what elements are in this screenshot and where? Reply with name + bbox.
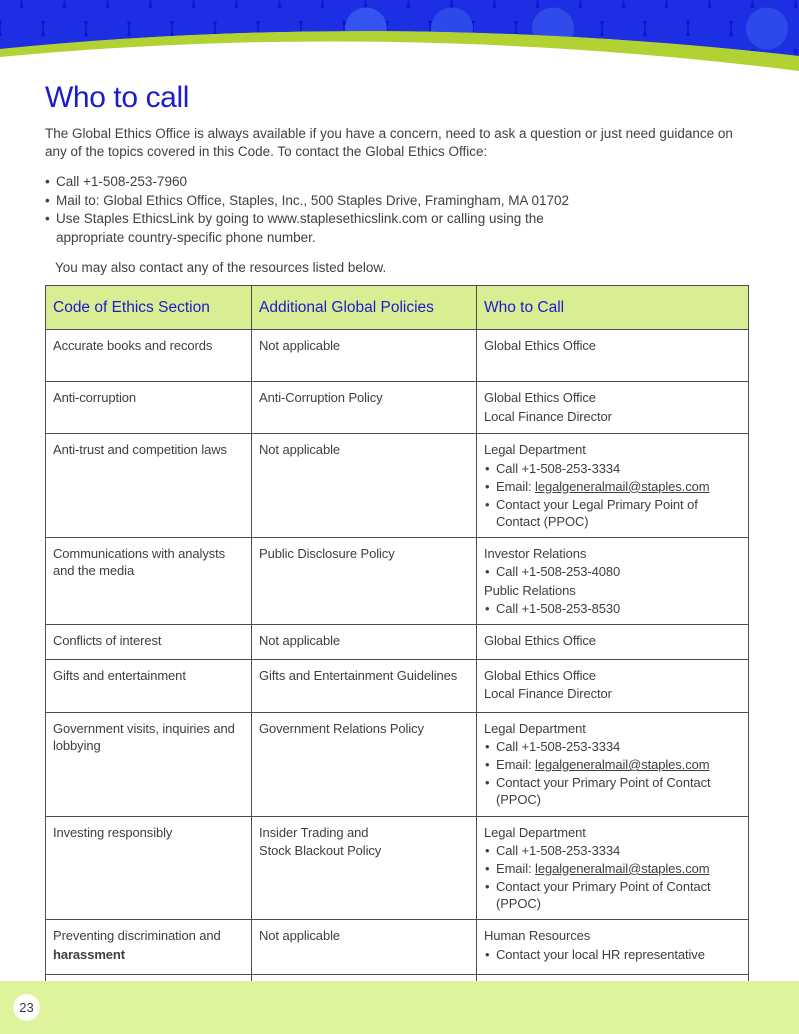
cell-text: Preventing discrimination and — [53, 928, 221, 944]
cell-text: Communications with analysts and the media — [53, 546, 226, 579]
cell-text: Government Relations Policy — [259, 720, 424, 736]
table-cell-section — [46, 712, 252, 816]
table-row — [46, 624, 749, 659]
intro-bullet-mail: • Mail to: Global Ethics Office, Staples, Inc., 500 Staples Drive, Framingham, MA 01702 — [45, 192, 597, 211]
cell-text: Email: — [496, 757, 536, 773]
table-header-row — [46, 286, 749, 330]
cell-text: Contact your Primary Point of Contact (PPOC) — [496, 879, 711, 912]
cell-text: Public Disclosure Policy — [259, 546, 395, 562]
cell-line — [484, 337, 744, 354]
cell-text: Email: — [496, 478, 536, 494]
cell-line — [259, 720, 472, 737]
cell-line — [259, 632, 472, 649]
table-row — [46, 816, 749, 920]
cell-line — [53, 720, 247, 754]
cell-text: Global Ethics Office — [484, 390, 596, 406]
cell-line — [259, 545, 472, 562]
cell-line — [484, 460, 744, 477]
table-cell-section — [46, 434, 252, 538]
page-number: 23 — [13, 994, 40, 1021]
cell-line — [53, 389, 247, 406]
table-cell-policies — [252, 712, 477, 816]
table-cell-contact — [477, 624, 749, 659]
table-row — [46, 659, 749, 712]
table-cell-section — [46, 624, 252, 659]
cell-line — [259, 824, 472, 841]
table-cell-policies — [252, 624, 477, 659]
cell-text: Email: — [496, 860, 536, 876]
table-cell-policies — [252, 330, 477, 382]
cell-text: Legal Department — [484, 720, 586, 736]
cell-text: Local Finance Director — [484, 685, 612, 701]
cell-line — [259, 441, 472, 458]
cell-line — [484, 496, 744, 530]
cell-line — [484, 738, 744, 755]
cell-line — [53, 441, 247, 458]
table-row — [46, 330, 749, 382]
cell-text: Legal Department — [484, 442, 586, 458]
cell-text: Contact your Primary Point of Contact (PPOC) — [496, 775, 711, 808]
intro-note: You may also contact any of the resources listed below. — [55, 260, 387, 276]
cell-line — [259, 667, 472, 684]
cell-text: Conflicts of interest — [53, 632, 162, 648]
cell-text: Local Finance Director — [484, 408, 612, 424]
cell-line — [53, 667, 247, 684]
table-cell-contact — [477, 816, 749, 920]
cell-line — [484, 878, 744, 912]
cell-text: Legal Department — [484, 824, 586, 840]
cell-text: Contact your Legal Primary Point of Contact (PPOC) — [496, 496, 698, 530]
email-link[interactable]: legalgeneralmail@staples.com — [535, 478, 710, 494]
cell-line — [484, 441, 744, 458]
cell-text: Insider Trading and — [259, 824, 369, 840]
table-cell-contact — [477, 659, 749, 712]
cell-line — [484, 545, 744, 562]
cell-line — [484, 478, 744, 495]
cell-text: Not applicable — [259, 338, 340, 354]
column-header-contact: Who to Call — [477, 286, 749, 330]
cell-text: Not applicable — [259, 442, 340, 458]
cell-line — [484, 632, 744, 649]
cell-line — [484, 408, 744, 425]
table-cell-section — [46, 920, 252, 975]
cell-line — [484, 720, 744, 737]
cell-text: Gifts and entertainment — [53, 667, 186, 683]
cell-text: Anti-corruption — [53, 390, 137, 406]
cell-line — [484, 756, 744, 773]
cell-text: Call +1-508-253-8530 — [496, 600, 621, 616]
cell-line — [259, 927, 472, 944]
cell-text: Gifts and Entertainment Guidelines — [259, 667, 458, 683]
header-banner — [0, 0, 799, 74]
cell-text: Human Resources — [484, 928, 591, 944]
email-link[interactable]: legalgeneralmail@staples.com — [535, 860, 710, 876]
cell-line — [484, 667, 744, 684]
resources-table-body — [46, 330, 749, 1027]
cell-line — [53, 927, 247, 944]
cell-line — [259, 389, 472, 406]
cell-line — [484, 600, 744, 617]
cell-text: Government visits, inquiries and lobbying — [53, 720, 235, 753]
cell-line — [484, 927, 744, 944]
table-cell-policies — [252, 538, 477, 625]
cell-line — [53, 337, 247, 354]
table-row — [46, 434, 749, 538]
cell-line — [53, 545, 247, 579]
cell-line — [484, 563, 744, 580]
column-header-policies: Additional Global Policies — [252, 286, 477, 330]
page-content — [0, 81, 799, 1027]
intro-paragraph: The Global Ethics Office is always available if you have a concern, need to ask a question or just need guidance on any of the topics covered in this Code. To contact the Global Ethics Office: — [45, 126, 733, 159]
cell-text: Investing responsibly — [53, 824, 173, 840]
cell-text: Global Ethics Office — [484, 338, 596, 354]
table-cell-contact — [477, 382, 749, 434]
cell-text: Call +1-508-253-4080 — [496, 564, 621, 580]
cell-text-bold: harassment — [53, 946, 125, 962]
cell-text: Call +1-508-253-3334 — [496, 842, 621, 858]
table-cell-contact — [477, 920, 749, 975]
email-link[interactable]: legalgeneralmail@staples.com — [535, 757, 710, 773]
table-cell-contact — [477, 330, 749, 382]
intro-bullet-phone: • Call +1-508-253-7960 — [45, 173, 597, 192]
table-cell-section — [46, 330, 252, 382]
table-cell-section — [46, 659, 252, 712]
table-cell-contact — [477, 538, 749, 625]
table-cell-contact — [477, 712, 749, 816]
cell-line — [484, 946, 744, 963]
cell-line — [53, 946, 247, 963]
table-row — [46, 712, 749, 816]
cell-text: Call +1-508-253-3334 — [496, 460, 621, 476]
cell-line — [484, 389, 744, 406]
cell-line — [53, 632, 247, 649]
table-row — [46, 382, 749, 434]
cell-text: Global Ethics Office — [484, 632, 596, 648]
cell-line — [484, 824, 744, 841]
cell-line — [484, 842, 744, 859]
cell-line — [484, 582, 744, 599]
cell-text: Investor Relations — [484, 546, 587, 562]
column-header-section: Code of Ethics Section — [46, 286, 252, 330]
cell-text: Public Relations — [484, 582, 576, 598]
table-cell-section — [46, 816, 252, 920]
table-cell-policies — [252, 920, 477, 975]
table-row — [46, 538, 749, 625]
table-cell-section — [46, 382, 252, 434]
table-cell-policies — [252, 434, 477, 538]
cell-text: Anti-Corruption Policy — [259, 390, 383, 406]
table-cell-policies — [252, 659, 477, 712]
intro-bullet-ethicslink: • Use Staples EthicsLink by going to www.staplesethicslink.com or calling using the appropriate country-specific phone number. — [45, 210, 597, 247]
table-cell-policies — [252, 382, 477, 434]
cell-line — [259, 842, 472, 859]
table-cell-section — [46, 538, 252, 625]
cell-text: Not applicable — [259, 632, 340, 648]
cell-text: Stock Blackout Policy — [259, 842, 382, 858]
cell-text: Contact your local HR representative — [496, 946, 705, 962]
cell-text: Call +1-508-253-3334 — [496, 738, 621, 754]
cell-line — [484, 860, 744, 877]
cell-line — [484, 685, 744, 702]
page-title: Who to call — [45, 81, 189, 114]
cell-line — [53, 824, 247, 841]
cell-text: Not applicable — [259, 928, 340, 944]
cell-line — [484, 774, 744, 808]
intro-bullet-list — [45, 173, 597, 248]
cell-line — [259, 337, 472, 354]
resources-table — [45, 285, 749, 1027]
table-cell-contact — [477, 434, 749, 538]
cell-text: Global Ethics Office — [484, 667, 596, 683]
footer-bar — [0, 981, 799, 1034]
cell-text: Accurate books and records — [53, 338, 213, 354]
table-cell-policies — [252, 816, 477, 920]
cell-text: Anti-trust and competition laws — [53, 442, 227, 458]
table-row — [46, 920, 749, 975]
